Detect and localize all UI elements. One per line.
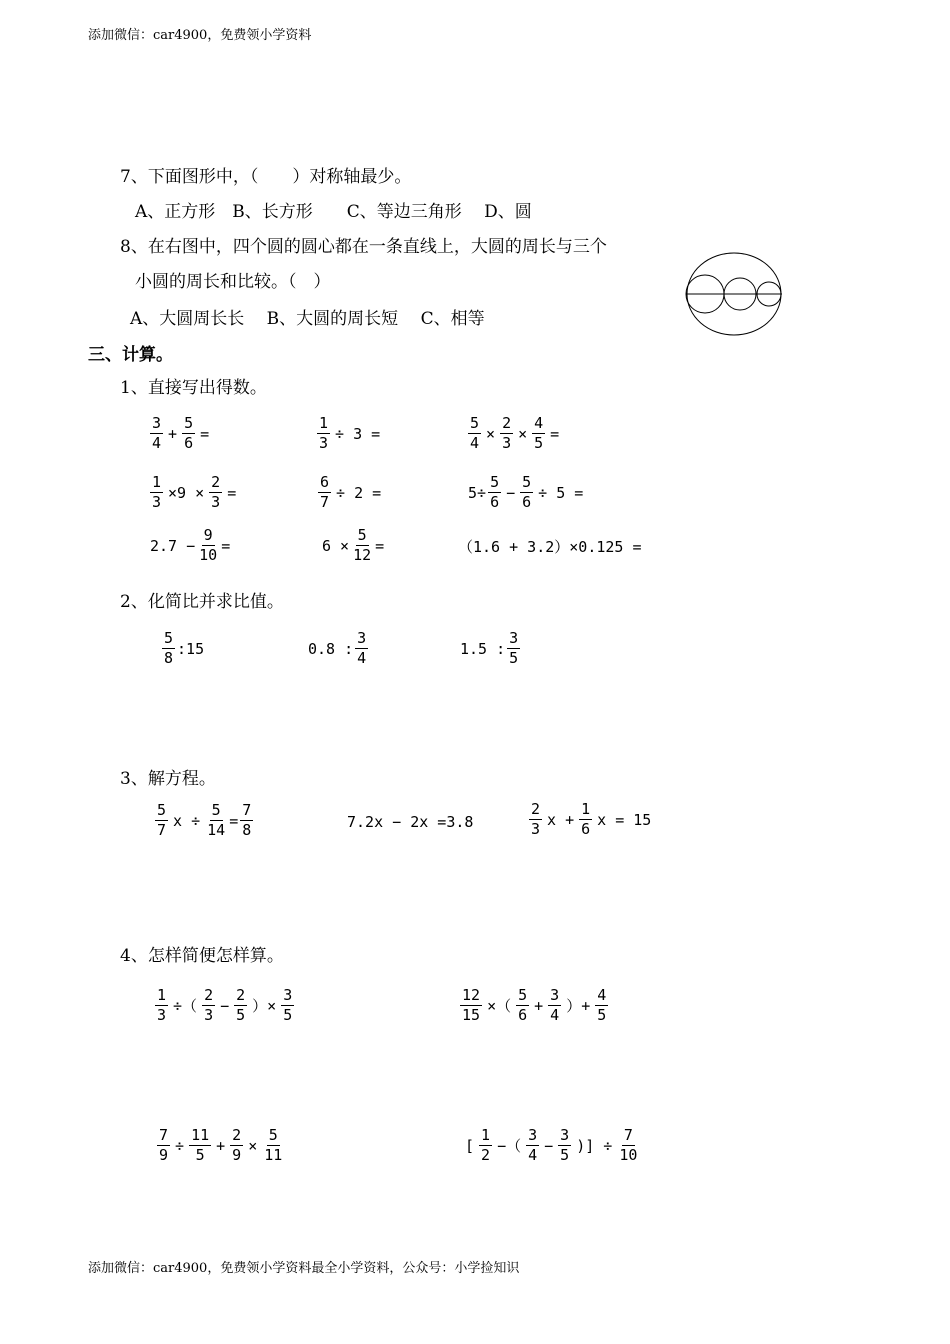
p2-item-c: 1.5 : $\frac{3}{5}$ <box>460 629 519 667</box>
fraction: $\frac{9}{10}$ <box>199 526 218 564</box>
fraction: $\frac{7}{10}$ <box>619 1126 638 1164</box>
page-footer: 添加微信：car4900，免费领小学资料最全小学资料，公众号：小学捡知识 <box>88 1261 520 1276</box>
fraction: $\frac{1}{3}$ <box>319 414 329 452</box>
fraction: $\frac{5}{7}$ <box>157 801 167 839</box>
fraction: $\frac{4}{5}$ <box>597 986 607 1024</box>
fraction: $\frac{5}{11}$ <box>264 1126 283 1164</box>
p3-item-c: $\frac{2}{3}$ x + $\frac{1}{6}$ x = 15 <box>531 800 652 838</box>
fraction: $\frac{5}{8}$ <box>164 629 174 667</box>
p1-item-f: 5÷ $\frac{5}{6}$ − $\frac{5}{6}$ ÷ 5 = <box>468 473 584 511</box>
fraction: $\frac{2}{5}$ <box>236 986 246 1024</box>
p1-item-i: （1.6 + 3.2）×0.125 = <box>458 538 642 556</box>
fraction: $\frac{5}{12}$ <box>353 526 372 564</box>
part-2-title: 2、化简比并求比值。 <box>120 592 284 612</box>
fraction: $\frac{3}{5}$ <box>283 986 293 1024</box>
p1-item-g: 2.7 − $\frac{9}{10}$ = <box>150 526 231 564</box>
fraction: $\frac{2}{3}$ <box>211 473 221 511</box>
fraction: $\frac{5}{4}$ <box>470 414 480 452</box>
p1-item-a: $\frac{3}{4}$ + $\frac{5}{6}$ = <box>152 414 210 452</box>
fraction: $\frac{4}{5}$ <box>534 414 544 452</box>
fraction: $\frac{12}{15}$ <box>462 986 481 1024</box>
fraction: $\frac{2}{9}$ <box>232 1126 242 1164</box>
p3-item-a: $\frac{5}{7}$ x ÷ $\frac{5}{14}$ = $\frac{7}{8}$ <box>157 801 252 839</box>
fraction: $\frac{5}{6}$ <box>522 473 532 511</box>
fraction: $\frac{2}{3}$ <box>204 986 214 1024</box>
fraction: $\frac{3}{4}$ <box>550 986 560 1024</box>
fraction: $\frac{11}{5}$ <box>191 1126 210 1164</box>
fraction: $\frac{1}{3}$ <box>157 986 167 1024</box>
fraction: $\frac{7}{8}$ <box>242 801 252 839</box>
page-header: 添加微信：car4900，免费领小学资料 <box>88 28 312 43</box>
question-7-options: A、正方形 B、长方形 C、等边三角形 D、圆 <box>135 202 532 222</box>
fraction: $\frac{3}{5}$ <box>560 1126 570 1164</box>
p4-item-b: $\frac{12}{15}$ ×（ $\frac{5}{6}$ + $\frac{3}{4}$ ）+ $\frac{4}{5}$ <box>462 986 607 1024</box>
fraction: $\frac{1}{2}$ <box>481 1126 491 1164</box>
fraction: $\frac{2}{3}$ <box>531 800 541 838</box>
question-8-stem-line2: 小圆的周长和比较。（ ） <box>135 272 331 292</box>
p4-item-d: [ $\frac{1}{2}$ −（ $\frac{3}{4}$ − $\frac{3}{5}$ )] ÷ $\frac{7}{10}$ <box>465 1126 638 1164</box>
question-7-stem: 7、下面图形中，（ ）对称轴最少。 <box>120 167 412 187</box>
fraction: $\frac{2}{3}$ <box>502 414 512 452</box>
part-4-title: 4、怎样简便怎样算。 <box>120 946 284 966</box>
fraction: $\frac{3}{5}$ <box>509 629 519 667</box>
p4-item-a: $\frac{1}{3}$ ÷（ $\frac{2}{3}$ − $\frac{2}{5}$ ）× $\frac{3}{5}$ <box>157 986 293 1024</box>
fraction: $\frac{3}{4}$ <box>357 629 367 667</box>
part-3-title: 3、解方程。 <box>120 769 216 789</box>
fraction: $\frac{5}{6}$ <box>490 473 500 511</box>
fraction: $\frac{1}{6}$ <box>581 800 591 838</box>
p3-item-b: 7.2x − 2x =3.8 <box>347 813 474 831</box>
question-8-stem-line1: 8、在右图中，四个圆的圆心都在一条直线上，大圆的周长与三个 <box>120 237 607 257</box>
p1-item-e: $\frac{6}{7}$ ÷ 2 = <box>320 473 382 511</box>
part-1-title: 1、直接写出得数。 <box>120 378 267 398</box>
section-3-title: 三、计算。 <box>88 345 173 365</box>
fraction: $\frac{1}{3}$ <box>152 473 162 511</box>
question-8-options: A、大圆周长长 B、大圆的周长短 C、相等 <box>130 309 485 329</box>
p1-item-d: $\frac{1}{3}$ ×9 × $\frac{2}{3}$ = <box>152 473 237 511</box>
p2-item-a: $\frac{5}{8}$ :15 <box>164 629 205 667</box>
circles-figure <box>684 250 786 338</box>
fraction: $\frac{3}{4}$ <box>152 414 162 452</box>
fraction: $\frac{6}{7}$ <box>320 473 330 511</box>
p1-item-c: $\frac{5}{4}$ × $\frac{2}{3}$ × $\frac{4}{5}$ = <box>470 414 560 452</box>
p1-item-h: 6 × $\frac{5}{12}$ = <box>322 526 385 564</box>
p1-item-b: $\frac{1}{3}$ ÷ 3 = <box>319 414 381 452</box>
fraction: $\frac{5}{6}$ <box>518 986 528 1024</box>
fraction: $\frac{5}{14}$ <box>207 801 226 839</box>
fraction: $\frac{5}{6}$ <box>184 414 194 452</box>
fraction: $\frac{7}{9}$ <box>159 1126 169 1164</box>
p2-item-b: 0.8 : $\frac{3}{4}$ <box>308 629 367 667</box>
p4-item-c: $\frac{7}{9}$ ÷ $\frac{11}{5}$ + $\frac{2}{9}$ × $\frac{5}{11}$ <box>159 1126 283 1164</box>
fraction: $\frac{3}{4}$ <box>528 1126 538 1164</box>
